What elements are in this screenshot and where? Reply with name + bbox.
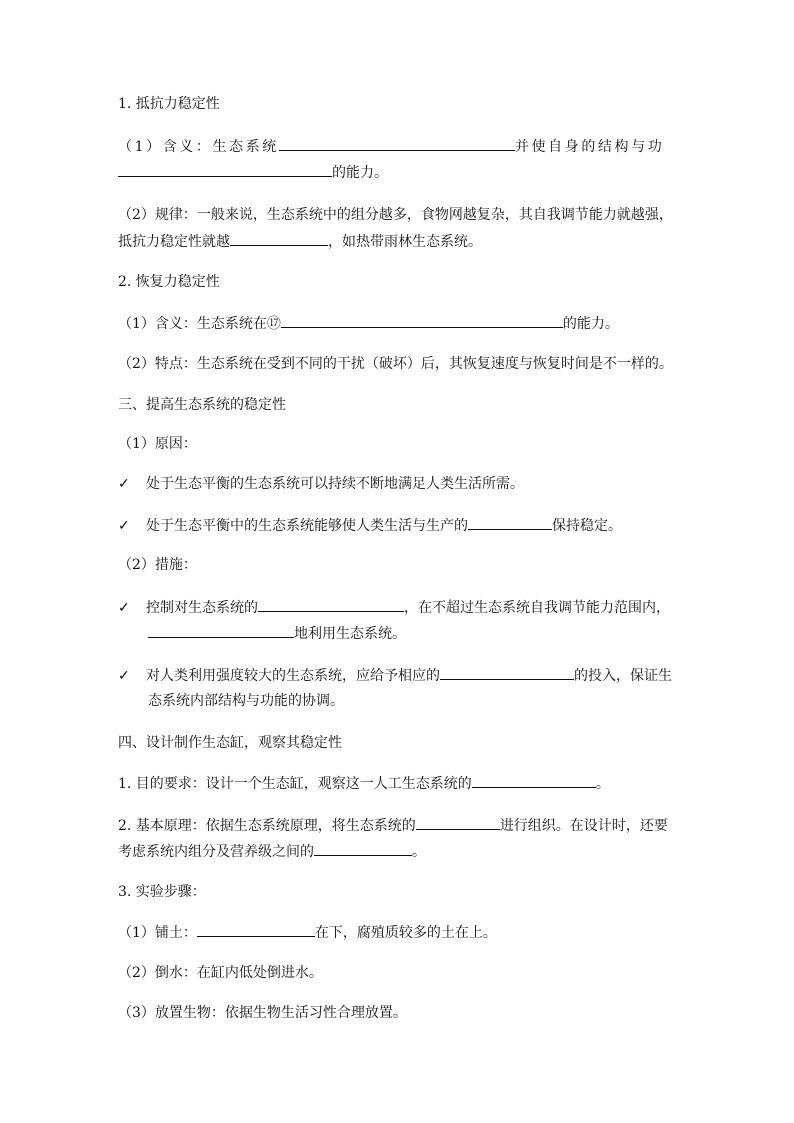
fill-in-blank[interactable] — [416, 815, 500, 830]
fill-in-blank[interactable] — [314, 841, 412, 856]
resistance-rule-cont — [118, 231, 482, 252]
resilience-feature: （2）特点：生态系统在受到不同的干扰（破坏）后，其恢复速度与恢复时间是不一样的。 — [118, 356, 673, 372]
ecobox-principle-text: 2. 基本原理：依据生态系统原理，将生态系统的 — [118, 818, 416, 834]
checkmark-icon: ✓ — [118, 668, 130, 684]
checkmark-icon: ✓ — [118, 476, 130, 492]
ecobox-step-2: （2）倒水：在缸内低处倒进水。 — [118, 965, 323, 981]
ecobox-step-3: （3）放置生物：依据生物生活习性合理放置。 — [118, 1005, 407, 1021]
resistance-rule-end: ，如热带雨林生态系统。 — [328, 234, 482, 250]
fill-in-blank[interactable] — [197, 922, 315, 937]
resilience-definition-end: 的能力。 — [562, 316, 619, 332]
resistance-definition — [118, 136, 664, 157]
fill-in-blank[interactable] — [468, 515, 552, 530]
resistance-definition-cont — [118, 162, 388, 183]
measure-item-1-cont — [148, 623, 406, 644]
measure-item-1 — [118, 597, 670, 618]
section-title-resilience: 2. 恢复力稳定性 — [118, 274, 220, 290]
ecobox-purpose-end: 。 — [595, 776, 610, 792]
resistance-rule: （2）规律：一般来说，生态系统中的组分越多，食物网越复杂，其自我调节能力就越强， — [118, 207, 673, 223]
measure-item-1-mid: ，在不超过生态系统自我调节能力范围内， — [404, 600, 670, 616]
resilience-definition-label: （1）含义：生态系统在⑰ — [118, 316, 281, 332]
checkmark-icon: ✓ — [118, 600, 130, 616]
ecobox-principle-end: 。 — [412, 844, 426, 860]
measure-item-1-end: 地利用生态系统。 — [294, 626, 406, 642]
resistance-definition-end: 的能力。 — [332, 165, 388, 181]
ecobox-step-1-label: （1）铺土： — [118, 925, 197, 941]
section-title-ecobox: 四、设计制作生态缸，观察其稳定性 — [118, 735, 342, 751]
ecobox-purpose-text: 1. 目的要求：设计一个生态缸，观察这一人工生态系统的 — [118, 776, 472, 792]
checkmark-icon: ✓ — [118, 518, 130, 534]
reason-item-2 — [118, 515, 622, 536]
resistance-definition-label: （1）含义：生态系统 — [118, 139, 279, 155]
ecobox-principle-cont-text: 考虑系统内组分及营养级之间的 — [118, 844, 314, 860]
measure-item-2-text: 对人类利用强度较大的生态系统，应给予相应的 — [146, 668, 440, 684]
reason-item-2-end: 保持稳定。 — [552, 518, 622, 534]
fill-in-blank[interactable] — [230, 231, 328, 246]
measure-heading: （2）措施： — [118, 557, 197, 573]
section-title-resistance: 1. 抵抗力稳定性 — [118, 96, 220, 112]
resilience-definition — [118, 313, 619, 334]
fill-in-blank[interactable] — [440, 665, 574, 680]
reason-heading: （1）原因： — [118, 436, 197, 452]
fill-in-blank[interactable] — [472, 773, 596, 788]
measure-item-1-text: 控制对生态系统的 — [146, 600, 258, 616]
measure-item-2-cont: 态系统内部结构与功能的协调。 — [148, 693, 344, 709]
ecobox-step-1-text: 在下，腐殖质较多的土在上。 — [314, 925, 497, 941]
resistance-rule-text: 抵抗力稳定性就越 — [118, 234, 230, 250]
resistance-definition-text: 并使自身的结构与功 — [514, 139, 665, 155]
measure-item-2 — [118, 665, 672, 686]
fill-in-blank[interactable] — [148, 623, 294, 638]
measure-item-2-mid: 的投入，保证生 — [574, 668, 672, 684]
ecobox-steps-heading: 3. 实验步骤： — [118, 884, 206, 900]
fill-in-blank[interactable] — [258, 597, 404, 612]
ecobox-step-1 — [118, 922, 497, 943]
reason-item-2-text: 处于生态平衡中的生态系统能够使人类生活与生产的 — [146, 518, 468, 534]
fill-in-blank[interactable] — [118, 162, 332, 177]
reason-item-1 — [118, 474, 524, 494]
section-title-improve: 三、提高生态系统的稳定性 — [118, 397, 286, 413]
ecobox-purpose — [118, 773, 610, 794]
ecobox-principle-cont — [118, 841, 426, 862]
fill-in-blank[interactable] — [279, 136, 515, 151]
ecobox-principle-mid: 进行组织。在设计时，还要 — [499, 818, 668, 834]
ecobox-principle — [118, 815, 668, 836]
fill-in-blank[interactable] — [281, 313, 563, 328]
reason-item-1-text: 处于生态平衡的生态系统可以持续不断地满足人类生活所需。 — [146, 476, 524, 492]
